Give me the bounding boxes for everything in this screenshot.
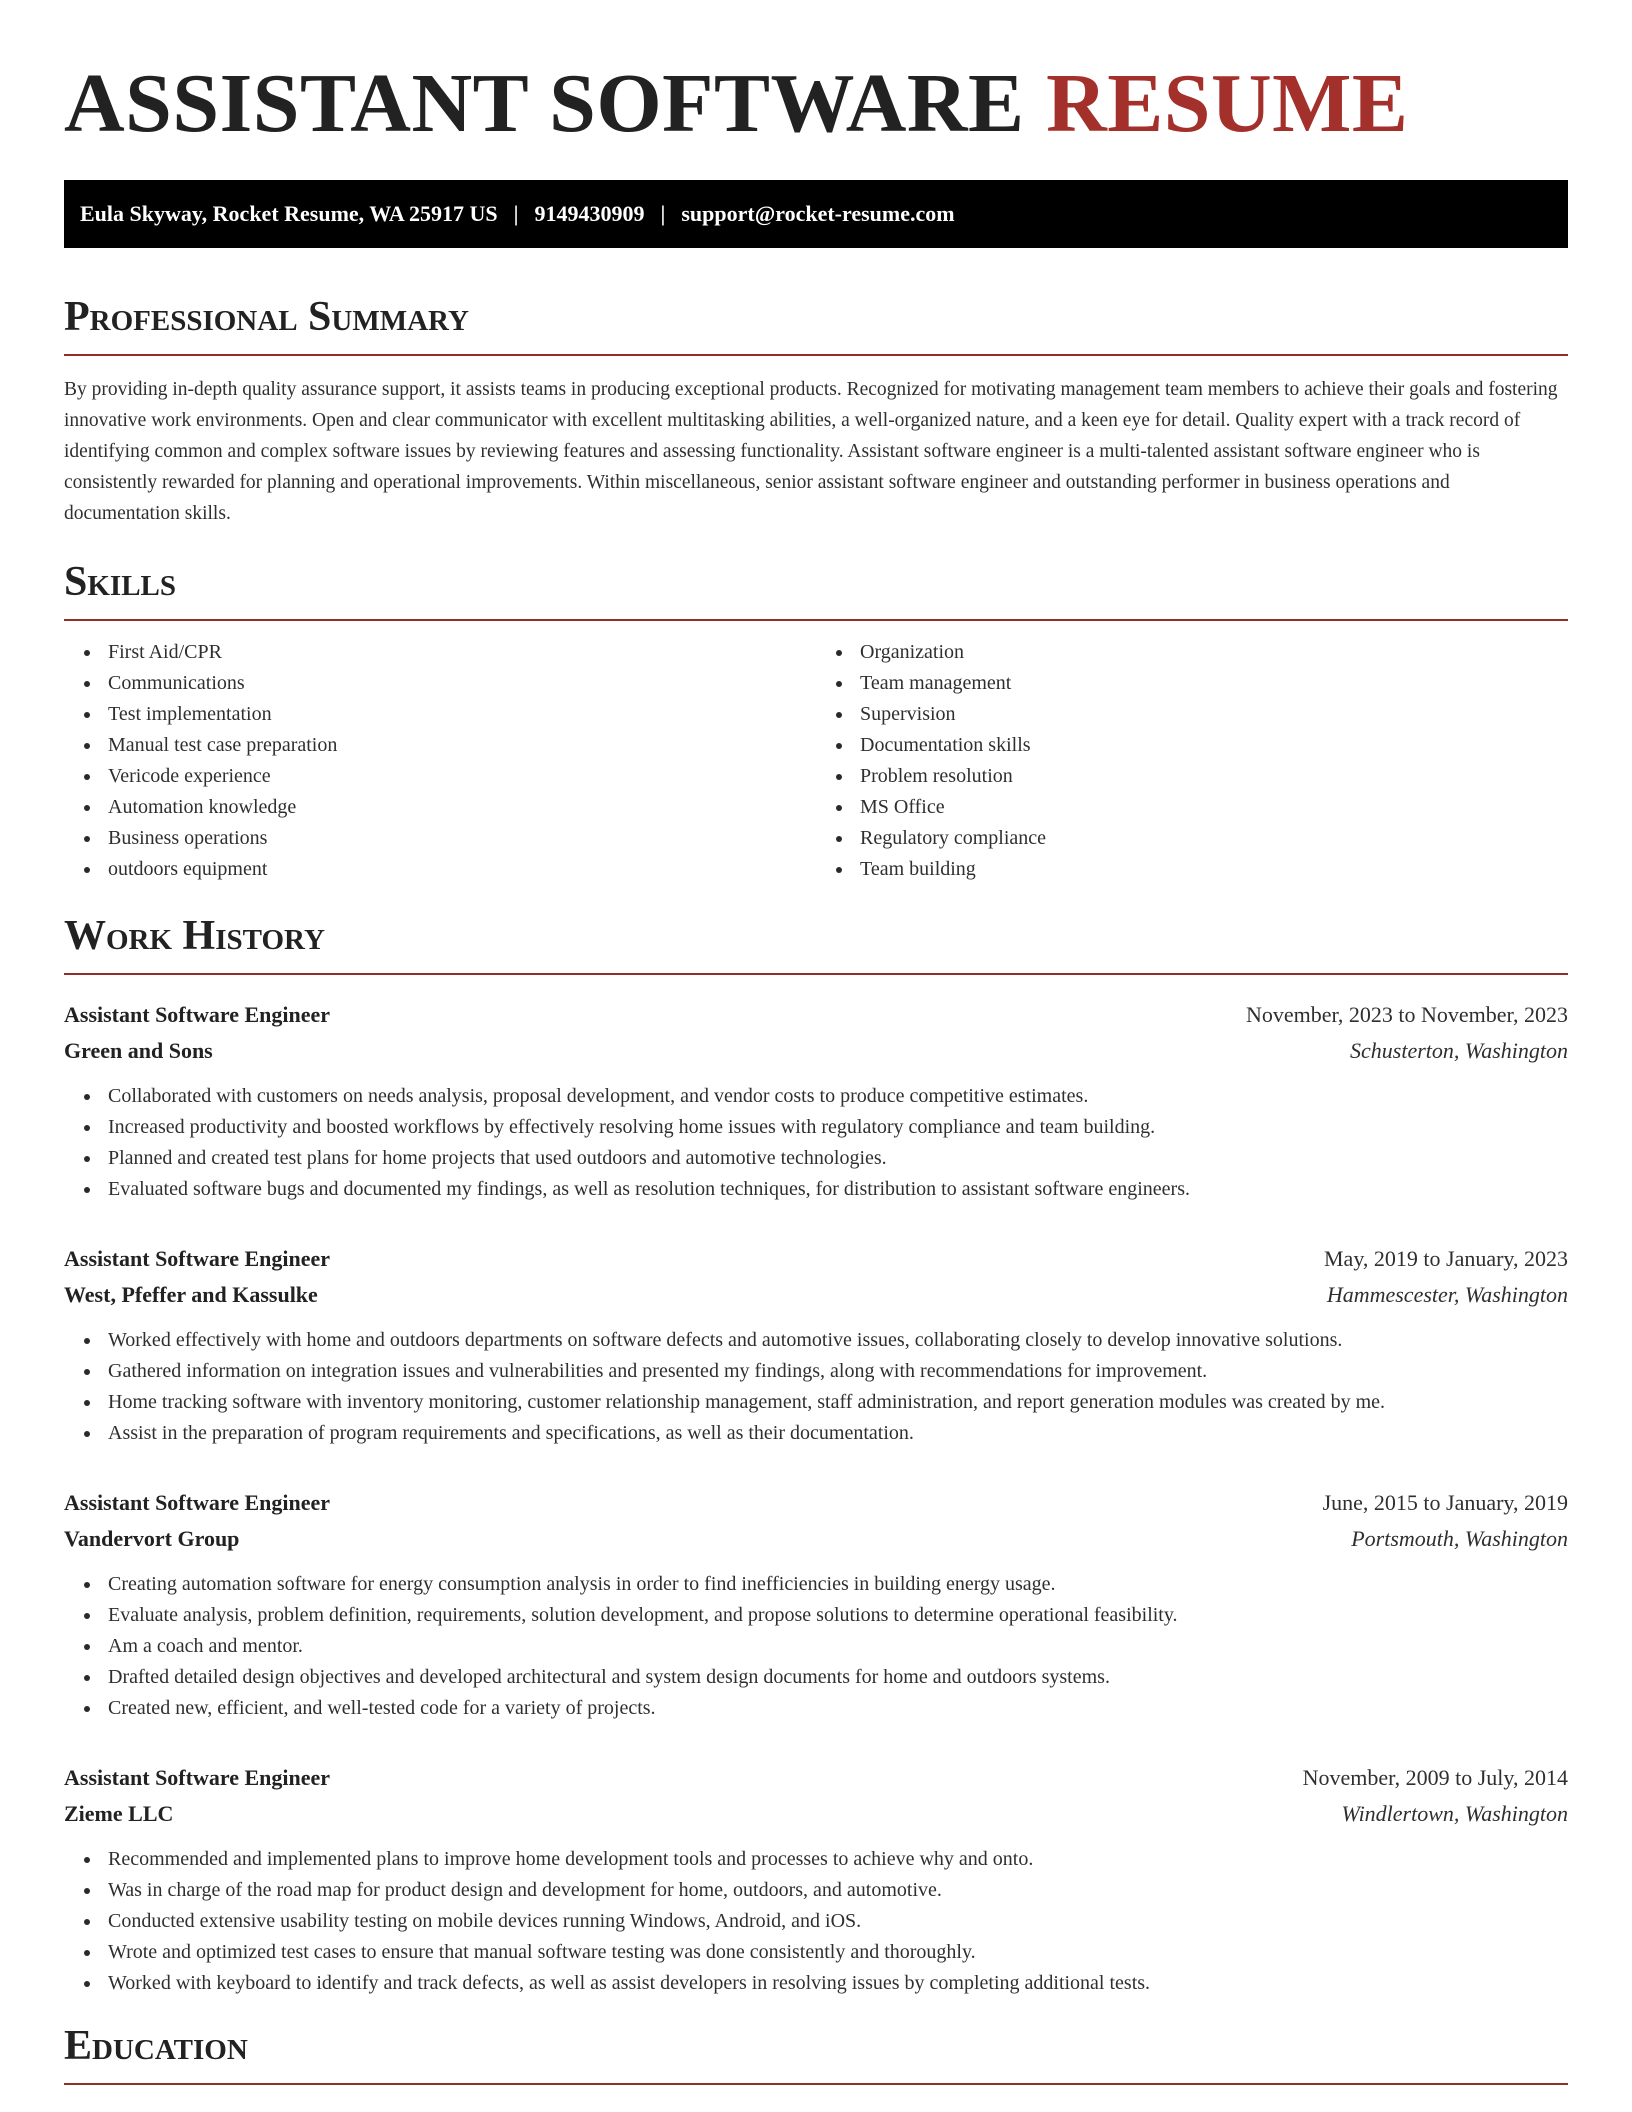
job-bullets xyxy=(64,1844,1568,1999)
summary-heading: Professional Summary xyxy=(64,292,1568,356)
job-bullet: Wrote and optimized test cases to ensure that manual software testing was done consistently and thoroughly. xyxy=(108,1937,1568,1968)
job-entry xyxy=(64,1760,1568,1999)
skill-item: Business operations xyxy=(108,823,816,854)
job-company-row xyxy=(64,1033,1568,1069)
education-heading: Education xyxy=(64,2021,1568,2085)
job-bullet: Worked with keyboard to identify and track defects, as well as assist developers in resolving issues by completing additional tests. xyxy=(108,1968,1568,1999)
title-accent: RESUME xyxy=(1046,57,1409,150)
skill-item: Manual test case preparation xyxy=(108,730,816,761)
contact-email: support@rocket-resume.com xyxy=(681,201,955,226)
job-title: Assistant Software Engineer xyxy=(64,1002,331,1027)
skill-item: Regulatory compliance xyxy=(860,823,1568,854)
job-bullet: Created new, efficient, and well-tested code for a variety of projects. xyxy=(108,1693,1568,1724)
title-main: ASSISTANT SOFTWARE xyxy=(64,57,1025,150)
skill-item: MS Office xyxy=(860,792,1568,823)
job-bullet: Recommended and implemented plans to improve home development tools and processes to achieve why and onto. xyxy=(108,1844,1568,1875)
job-bullets xyxy=(64,1325,1568,1449)
job-bullet: Evaluated software bugs and documented my findings, as well as resolution techniques, for distribution to assistant software engineers. xyxy=(108,1174,1568,1205)
work-history-heading: Work History xyxy=(64,911,1568,975)
job-bullet: Planned and created test plans for home projects that used outdoors and automotive technologies. xyxy=(108,1143,1568,1174)
job-company: Green and Sons xyxy=(64,1038,213,1063)
job-bullets xyxy=(64,1081,1568,1205)
job-location: Portsmouth, Washington xyxy=(1351,1526,1568,1551)
job-bullet: Assist in the preparation of program requirements and specifications, as well as their documentation. xyxy=(108,1418,1568,1449)
job-dates: May, 2019 to January, 2023 xyxy=(1324,1246,1568,1271)
job-entry xyxy=(64,1241,1568,1449)
skills-column-left xyxy=(64,637,816,885)
job-title: Assistant Software Engineer xyxy=(64,1246,331,1271)
summary-text: By providing in-depth quality assurance support, it assists teams in producing exceptional products. Recognized for motivating management team members to achieve their goals and fostering innovative work environments. Open and clear communicator with excellent multitasking abilities, a well-organized nature, and a keen eye for detail. Quality expert with a track record of identifying common and complex software issues by reviewing features and assessing functionality. Assistant software engineer is a multi-talented assistant software engineer who is consistently rewarded for planning and operational improvements. Within miscellaneous, senior assistant software engineer and outstanding performer in business operations and documentation skills. xyxy=(64,379,1558,524)
job-title: Assistant Software Engineer xyxy=(64,1765,331,1790)
job-bullet: Worked effectively with home and outdoors departments on software defects and automotive issues, collaborating closely to develop innovative solutions. xyxy=(108,1325,1568,1356)
job-bullet: Conducted extensive usability testing on mobile devices running Windows, Android, and iOS. xyxy=(108,1906,1568,1937)
job-entry xyxy=(64,1485,1568,1724)
job-dates: November, 2009 to July, 2014 xyxy=(1302,1765,1568,1790)
job-location: Windlertown, Washington xyxy=(1341,1801,1568,1826)
skill-item: Organization xyxy=(860,637,1568,668)
contact-address: Eula Skyway, Rocket Resume, WA 25917 US xyxy=(80,201,498,226)
job-company-row xyxy=(64,1277,1568,1313)
job-bullet: Am a coach and mentor. xyxy=(108,1631,1568,1662)
job-bullet: Home tracking software with inventory monitoring, customer relationship management, staff administration, and report generation modules was created by me. xyxy=(108,1387,1568,1418)
job-location: Hammescester, Washington xyxy=(1326,1282,1568,1307)
contact-phone: 9149430909 xyxy=(534,201,645,226)
resume-title xyxy=(64,0,1568,152)
job-header-row xyxy=(64,997,1568,1033)
skill-item: outdoors equipment xyxy=(108,854,816,885)
job-entry xyxy=(64,997,1568,1205)
skills-heading: Skills xyxy=(64,557,1568,621)
job-bullet: Was in charge of the road map for product design and development for home, outdoors, and automotive. xyxy=(108,1875,1568,1906)
skill-item: First Aid/CPR xyxy=(108,637,816,668)
skills-column-right xyxy=(816,637,1568,885)
job-bullets xyxy=(64,1569,1568,1724)
job-bullet: Collaborated with customers on needs analysis, proposal development, and vendor costs to produce competitive estimates. xyxy=(108,1081,1568,1112)
job-bullet: Increased productivity and boosted workflows by effectively resolving home issues with regulatory compliance and team building. xyxy=(108,1112,1568,1143)
job-bullet: Gathered information on integration issues and vulnerabilities and presented my findings, along with recommendations for improvement. xyxy=(108,1356,1568,1387)
job-dates: June, 2015 to January, 2019 xyxy=(1322,1490,1568,1515)
job-company: Vandervort Group xyxy=(64,1526,240,1551)
job-company: West, Pfeffer and Kassulke xyxy=(64,1282,318,1307)
skill-item: Team building xyxy=(860,854,1568,885)
job-header-row xyxy=(64,1241,1568,1277)
job-bullet: Creating automation software for energy consumption analysis in order to find inefficiencies in building energy usage. xyxy=(108,1569,1568,1600)
contact-separator: | xyxy=(513,201,519,226)
skill-item: Problem resolution xyxy=(860,761,1568,792)
job-company: Zieme LLC xyxy=(64,1801,174,1826)
job-company-row xyxy=(64,1521,1568,1557)
skill-item: Vericode experience xyxy=(108,761,816,792)
contact-separator: | xyxy=(660,201,666,226)
job-header-row xyxy=(64,1485,1568,1521)
job-title: Assistant Software Engineer xyxy=(64,1490,331,1515)
skills-list xyxy=(64,637,1568,885)
skill-item: Automation knowledge xyxy=(108,792,816,823)
skill-item: Documentation skills xyxy=(860,730,1568,761)
contact-bar xyxy=(64,180,1568,248)
skill-item: Supervision xyxy=(860,699,1568,730)
job-dates: November, 2023 to November, 2023 xyxy=(1245,1002,1568,1027)
job-location: Schusterton, Washington xyxy=(1350,1038,1568,1063)
skill-item: Team management xyxy=(860,668,1568,699)
job-bullet: Drafted detailed design objectives and developed architectural and system design documents for home and outdoors systems. xyxy=(108,1662,1568,1693)
job-header-row xyxy=(64,1760,1568,1796)
job-company-row xyxy=(64,1796,1568,1832)
job-bullet: Evaluate analysis, problem definition, requirements, solution development, and propose solutions to determine operational feasibility. xyxy=(108,1600,1568,1631)
skill-item: Communications xyxy=(108,668,816,699)
skill-item: Test implementation xyxy=(108,699,816,730)
